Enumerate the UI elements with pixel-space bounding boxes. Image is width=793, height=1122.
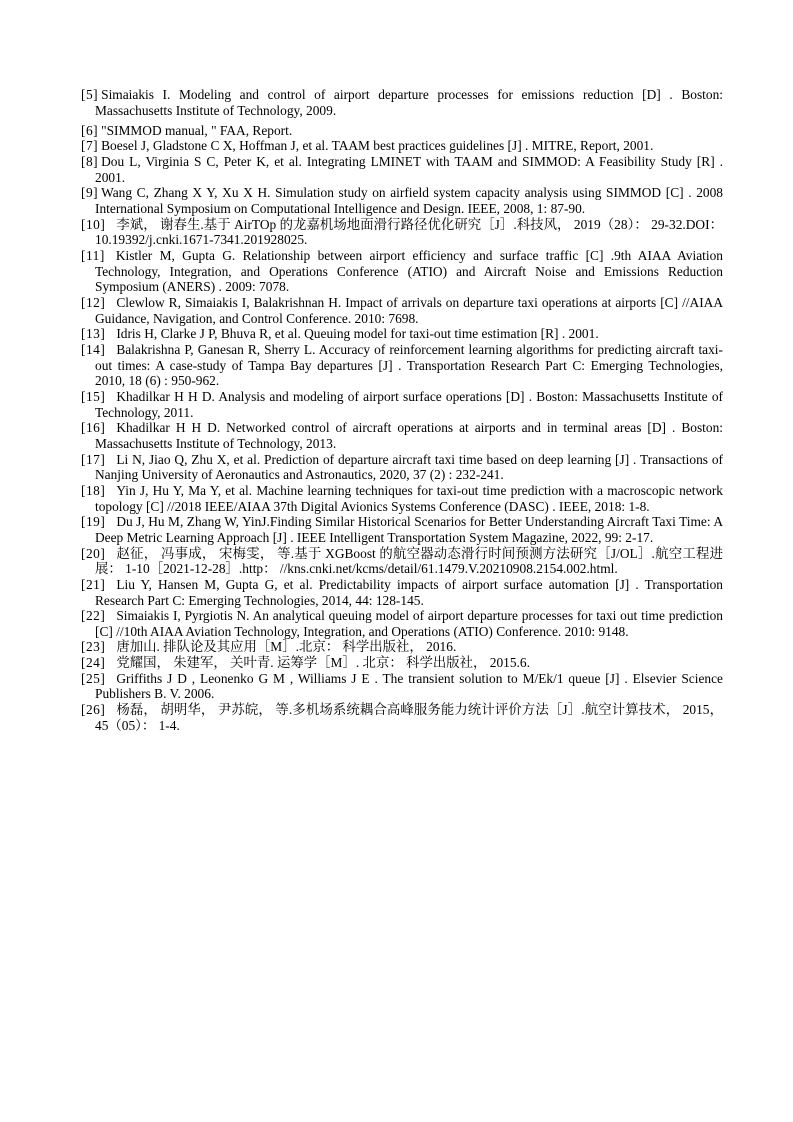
reference-number: [8] [81,154,99,170]
reference-item [81,702,723,733]
reference-number: [11] [81,248,105,264]
reference-number: [9] [81,185,99,201]
reference-number: [16] [81,420,106,436]
reference-text: Boesel J, Gladstone C X, Hoffman J, et al. TAAM best practices guidelines [J] . MITRE, Report, 2001. [101,138,654,154]
reference-text: Simaiakis I, Pyrgiotis N. An analytical queuing model of airport departure processes for taxi out time prediction [C] //10th AIAA Aviation Technology, Integration, and Operations (ATIO) Conference. 2010: 9148. [95,608,723,639]
reference-number: [19] [81,514,106,530]
reference-text: Griffiths J D , Leonenko G M , Williams J E . The transient solution to M/Ek/1 queue [J] . Elsevier Science Publishers B. V. 2006. [95,670,723,702]
reference-number: [21] [81,576,106,592]
reference-text: Du J, Hu M, Zhang W, YinJ.Finding Similar Historical Scenarios for Better Understanding Aircraft Taxi Time: A Deep Metric Learning Approach [J] . IEEE Intelligent Transportation System Magazine, 2022, 99: 2-17. [95,514,723,545]
reference-number: [23] [81,639,106,655]
reference-item [81,123,723,139]
reference-item [81,483,723,514]
reference-item [81,154,723,185]
reference-text: 唐加山. 排队论及其应用［M］.北京： 科学出版社， 2016. [116,639,457,655]
reference-item [81,185,723,216]
reference-text: Kistler M, Gupta G. Relationship between airport efficiency and surface traffic [C] .9th AIAA Aviation Technology, Integration, and Operations Conference (ATIO) and Aircraft Noise and Emissions Reduction Symposium (ANERS) . 2009: 7078. [95,248,723,295]
reference-text: Clewlow R, Simaiakis I, Balakrishnan H. Impact of arrivals on departure taxi operations at airports [C] //AIAA Guidance, Navigation, and Control Conference. 2010: 7698. [95,295,723,326]
reference-text: Yin J, Hu Y, Ma Y, et al. Machine learning techniques for taxi-out time prediction with a macroscopic network topology [C] //2018 IEEE/AIAA 37th Digital Avionics Systems Conference (DASC) . IEEE, 2018: 1-8. [95,482,723,514]
reference-number: [22] [81,608,106,624]
reference-number: [12] [81,295,106,311]
reference-text: Balakrishna P, Ganesan R, Sherry L. Accuracy of reinforcement learning algorithms for predicting aircraft taxi-out times: A case-study of Tampa Bay departures [J] . Transportation Research Part C: Emerging Technologies, 2010, 18 (6) : 950-962. [95,342,723,389]
reference-text: "SIMMOD manual, " FAA, Report. [101,122,293,138]
reference-text: Simaiakis I. Modeling and control of airport departure processes for emissions reduction [D] . Boston: Massachusetts Institute of Technology, 2009. [95,87,723,118]
reference-number: [5] [81,87,99,102]
reference-item [81,295,723,326]
reference-item [81,138,723,154]
reference-number: [25] [81,670,106,686]
reference-item [81,420,723,451]
reference-text: Dou L, Virginia S C, Peter K, et al. Integrating LMINET with TAAM and SIMMOD: A Feasibility Study [R] . 2001. [95,154,723,185]
reference-number: [15] [81,388,106,404]
reference-item [81,389,723,420]
reference-item [81,639,723,655]
reference-item [81,546,723,577]
reference-number: [17] [81,451,106,467]
reference-number: [24] [81,655,106,671]
reference-item [81,608,723,639]
reference-item [81,248,723,295]
reference-number: [26] [81,702,106,718]
reference-number: [14] [81,342,106,357]
reference-text: Khadilkar H H D. Analysis and modeling of airport surface operations [D] . Boston: Massachusetts Institute of Technology, 2011. [95,388,723,420]
reference-item [81,326,723,342]
reference-text: Wang C, Zhang X Y, Xu X H. Simulation study on airfield system capacity analysis using SIMMOD [C] . 2008 International Symposium on Computational Intelligence and Design. IEEE, 2008, 1: 87-90. [95,185,723,217]
reference-number: [6] [81,122,99,138]
reference-number: [20] [81,545,106,561]
reference-text: 李斌， 谢春生.基于 AirTOp 的龙嘉机场地面滑行路径优化研究［J］.科技风， 2019（28）： 29-32.DOI： 10.19392/j.cnki.1671-7341.201928025. [95,216,723,248]
reference-item [81,577,723,608]
reference-item [81,87,723,118]
reference-text: Liu Y, Hansen M, Gupta G, et al. Predictability impacts of airport surface automation [J] . Transportation Research Part C: Emerging Technologies, 2014, 44: 128-145. [95,576,723,608]
reference-number: [13] [81,326,106,342]
reference-text: Li N, Jiao Q, Zhu X, et al. Prediction of departure aircraft taxi time based on deep learning [J] . Transactions of Nanjing University of Aeronautics and Astronautics, 2020, 37 (2) : 232-241. [95,451,723,483]
reference-item [81,514,723,545]
reference-text: 党耀国， 朱建军， 关叶青. 运筹学［M］. 北京： 科学出版社， 2015.6. [116,655,530,671]
reference-number: [10] [81,216,106,232]
reference-text: Khadilkar H H D. Networked control of aircraft operations at airports and in terminal areas [D] . Boston: Massachusetts Institute of Technology, 2013. [95,420,723,451]
reference-item [81,655,723,671]
reference-number: [7] [81,138,99,154]
reference-text: Idris H, Clarke J P, Bhuva R, et al. Queuing model for taxi-out time estimation [R] . 2001. [116,326,599,342]
reference-text: 杨磊， 胡明华， 尹苏皖， 等.多机场系统耦合高峰服务能力统计评价方法［J］.航空计算技术， 2015， 45（05）： 1-4. [95,702,723,733]
reference-item [81,217,723,248]
reference-number: [18] [81,482,106,498]
reference-list [81,87,723,733]
reference-text: 赵征， 冯事成， 宋梅雯， 等.基于 XGBoost 的航空器动态滑行时间预测方法研究［J/OL］.航空工程进展： 1-10［2021-12-28］.http： //kns.cnki.net/kcms/detail/61.1479.V.20210908.2154.002.html. [95,545,723,577]
reference-item [81,342,723,389]
reference-item [81,671,723,702]
reference-item [81,452,723,483]
